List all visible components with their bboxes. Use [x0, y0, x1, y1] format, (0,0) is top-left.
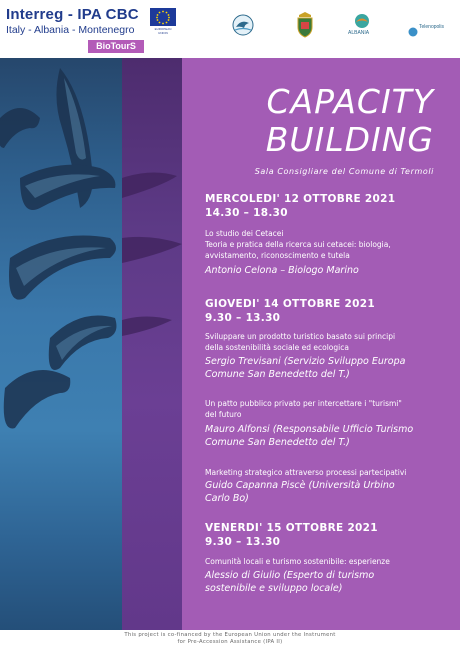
talk-speaker	[205, 355, 455, 381]
speaker-line: sostenibile e sviluppo locale)	[205, 583, 343, 594]
talk-description	[205, 331, 455, 353]
dolphin-logo-icon	[232, 14, 254, 40]
talk-description	[205, 398, 455, 420]
talk-speaker	[205, 479, 455, 505]
desc-line: Lo studio dei Cetacei	[205, 229, 284, 238]
talk-speaker	[205, 569, 455, 595]
photo-overlay	[122, 58, 182, 630]
dolphins-photo	[0, 58, 122, 630]
desc-line: Comunità locali e turismo sostenibile: esperienze	[205, 557, 390, 566]
albania-logo-text: ALBANIA	[348, 30, 370, 36]
municipality-crest-icon	[296, 12, 314, 42]
talk-description	[205, 467, 455, 478]
funding-footer	[0, 632, 460, 646]
session-1-day: MERCOLEDI' 12 OTTOBRE 2021	[205, 193, 396, 205]
session-3-day: VENERDI' 15 OTTOBRE 2021	[205, 522, 378, 534]
speaker-line: Comune San Benedetto del T.)	[205, 437, 350, 448]
brand-title: Interreg - IPA CBC	[6, 6, 139, 23]
telenopolis-logo-text: Telenopolis	[419, 24, 445, 30]
desc-line: Teoria e pratica della ricerca sui cetacei: biologia,	[205, 240, 391, 249]
speaker-line: Guido Capanna Piscè (Università Urbino	[205, 480, 395, 491]
session-2-time: 9.30 – 13.30	[205, 312, 281, 324]
eu-flag-icon	[150, 8, 176, 26]
desc-line: della sostenibilità sociale ed ecologica	[205, 343, 349, 352]
session-1-time: 14.30 – 18.30	[205, 207, 288, 219]
telenopolis-logo-icon	[408, 22, 418, 41]
speaker-line: Antonio Celona – Biologo Marino	[205, 265, 359, 276]
interreg-logo	[6, 7, 139, 36]
speaker-line: Alessio di Giulio (Esperto di turismo	[205, 570, 375, 581]
desc-line: Un patto pubblico privato per intercettare i "turismi"	[205, 399, 402, 408]
header	[0, 0, 460, 58]
desc-line: Marketing strategico attraverso processi partecipativi	[205, 468, 407, 477]
session-3-time: 9.30 – 13.30	[205, 536, 281, 548]
footer-line: for Pre-Accession Assistance (IPA II)	[177, 639, 283, 645]
talk-description	[205, 556, 455, 567]
project-badge: BioTourS	[88, 40, 144, 53]
desc-line: del futuro	[205, 410, 242, 419]
venue-subtitle: Sala Consigliare del Comune di Termoli	[254, 167, 434, 176]
desc-line: avvistamento, riconoscimento e tutela	[205, 251, 350, 260]
speaker-line: Comune San Benedetto del T.)	[205, 369, 350, 380]
speaker-line: Carlo Bo)	[205, 493, 249, 504]
talk-speaker	[205, 423, 455, 449]
session-2-day: GIOVEDI' 14 OTTOBRE 2021	[205, 298, 375, 310]
title-line-2: BUILDING	[265, 120, 434, 159]
speaker-line: Sergio Trevisani (Servizio Sviluppo Europa	[205, 356, 406, 367]
footer-line: This project is co-financed by the European Union under the Instrument	[124, 632, 336, 638]
eu-label: EUROPEAN UNION	[154, 27, 172, 35]
talk-description	[205, 228, 455, 261]
brand-subtitle: Italy - Albania - Montenegro	[6, 24, 135, 36]
talk-speaker	[205, 264, 455, 277]
speaker-line: Mauro Alfonsi (Responsabile Ufficio Turismo	[205, 424, 414, 435]
title-line-1: CAPACITY	[266, 82, 434, 121]
desc-line: Sviluppare un prodotto turistico basato sui principi	[205, 332, 396, 341]
